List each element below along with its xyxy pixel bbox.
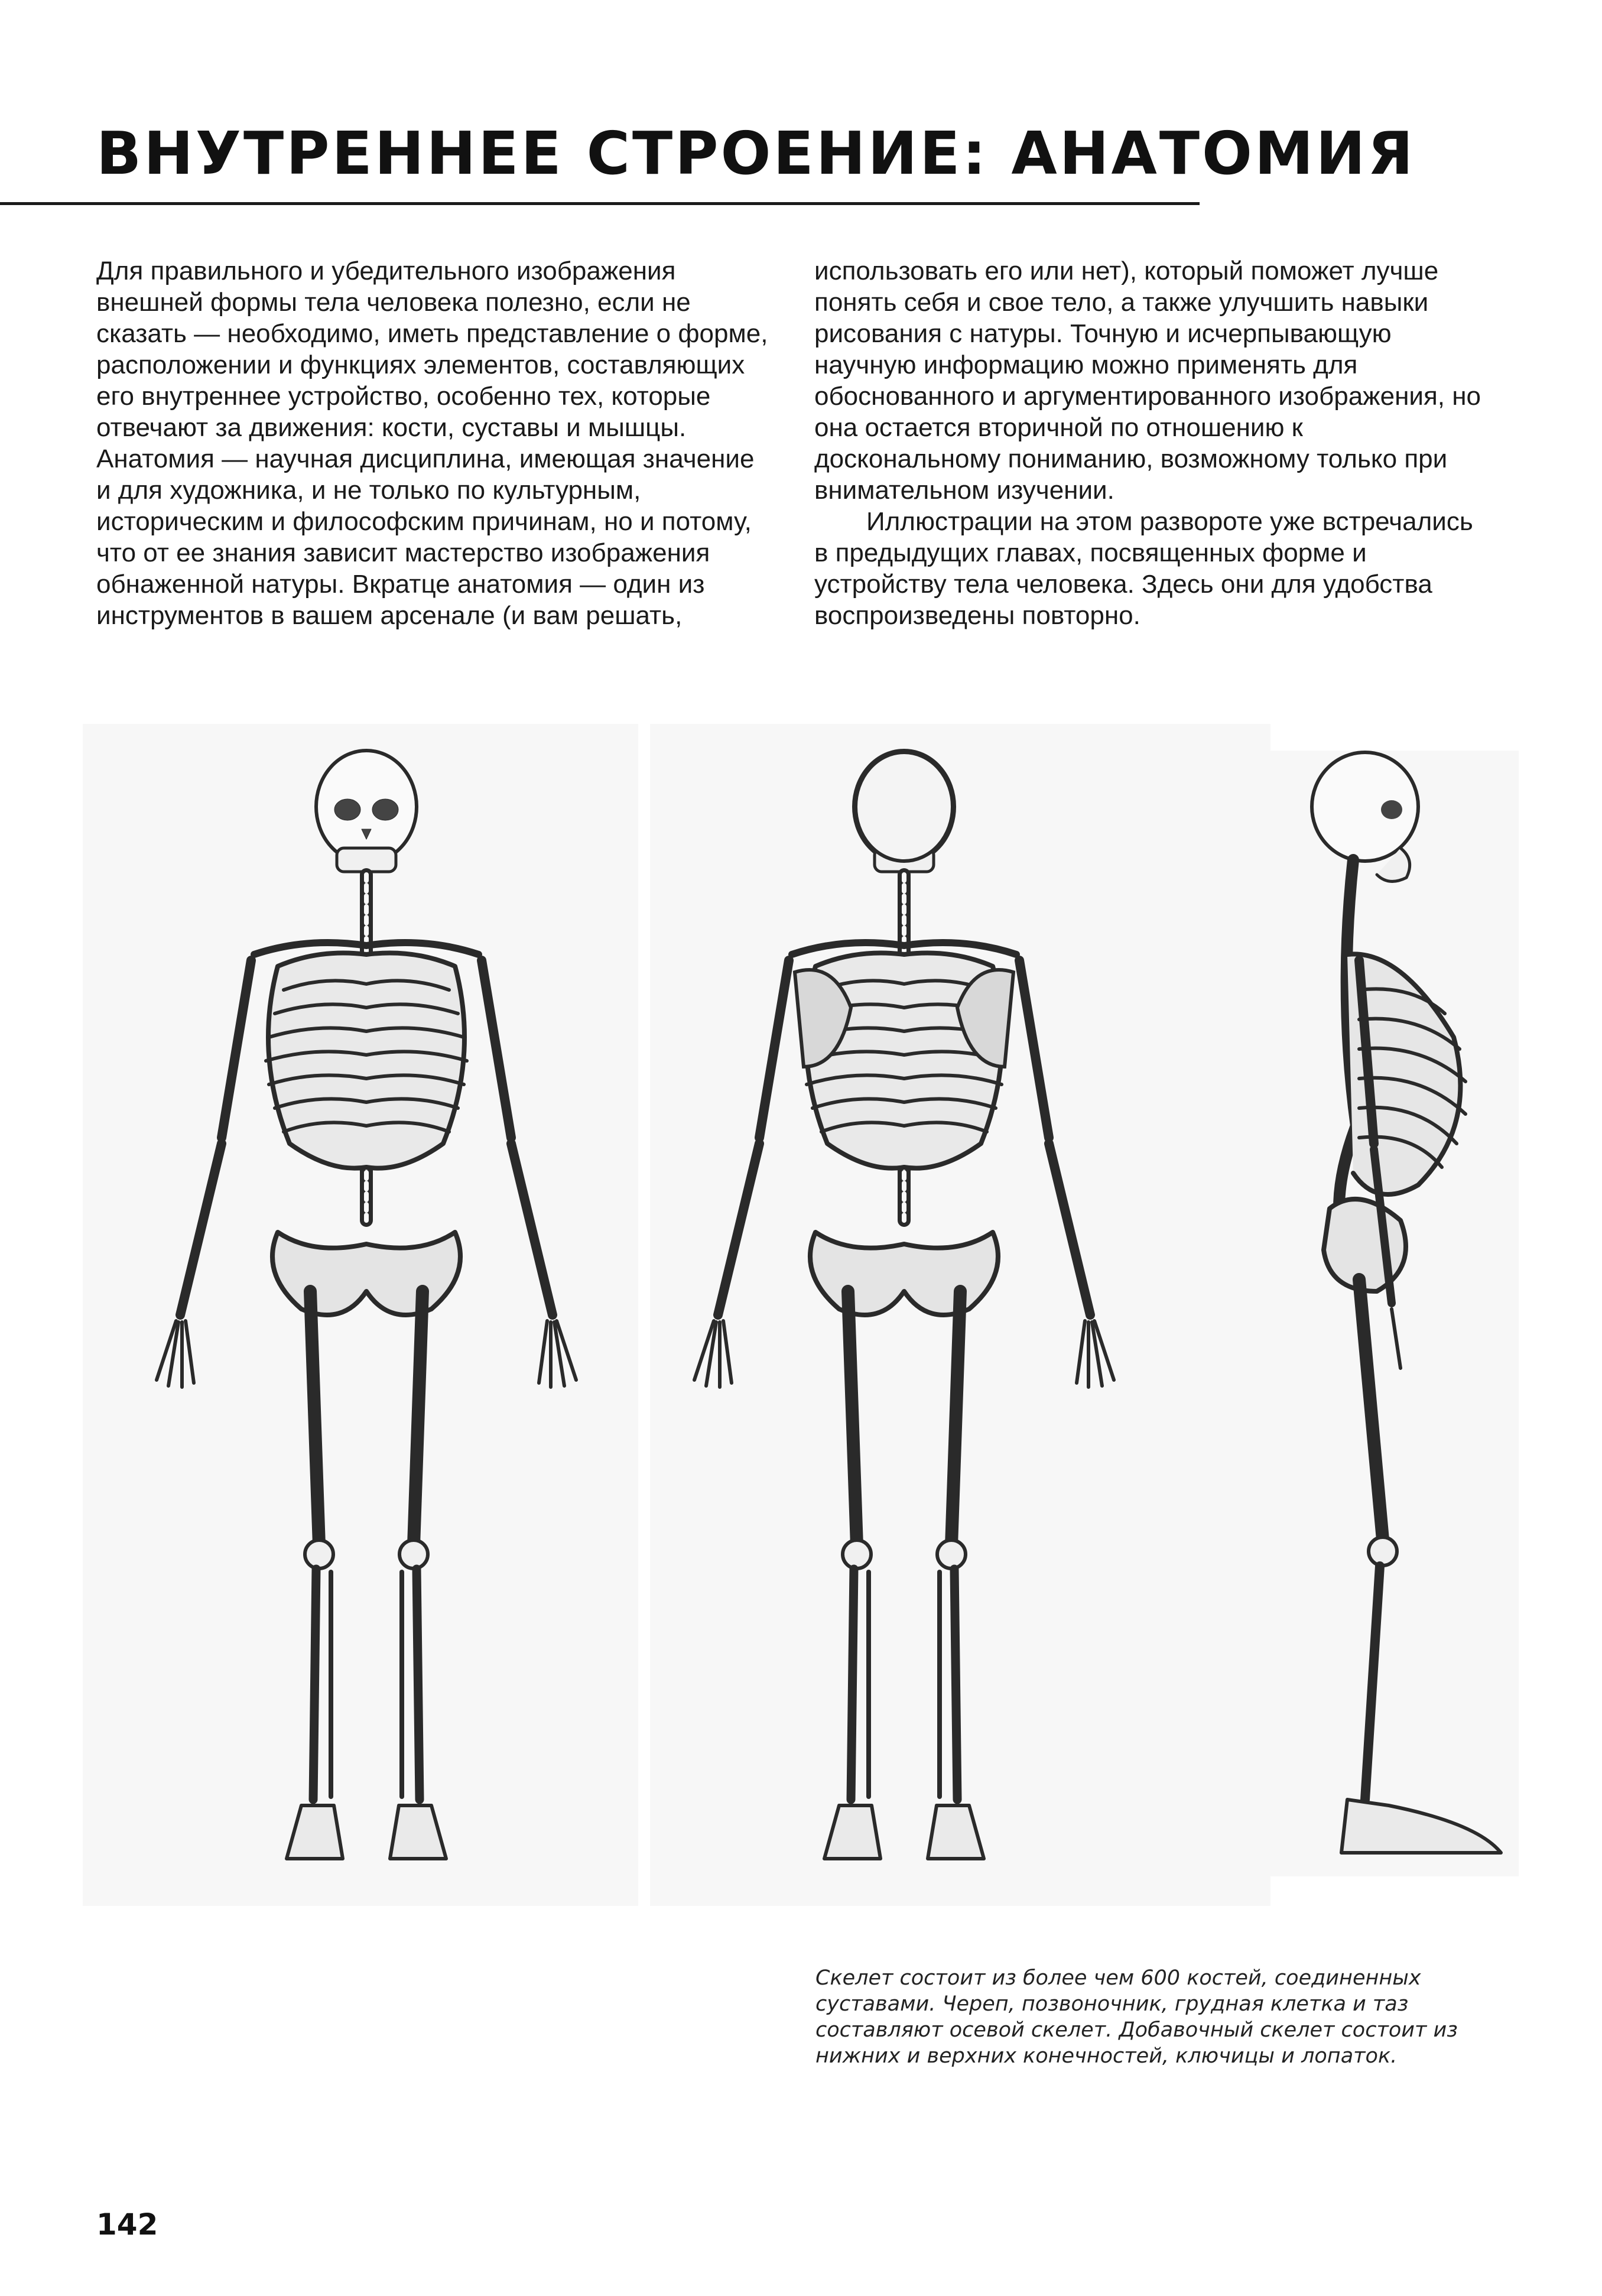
page-title: ВНУТРЕННЕЕ СТРОЕНИЕ: АНАТОМИЯ: [96, 119, 1416, 188]
figure-caption: Скелет состоит из более чем 600 костей, соединенных суставами. Череп, позвоночник, грудная клетка и таз составляют осевой скелет. Добавочный скелет состоит из нижних и верхних конечностей, ключицы и лопаток.: [815, 1966, 1458, 2068]
body-paragraph: Для правильного и убедительного изображения внешней формы тела человека полезно, если не сказать — необходимо, иметь представление о форме, расположении и функциях элементов, составляющих его внутреннее устройство, особенно тех, которые отвечают за движения: кости, суставы и мышцы. Анатомия — научная дисциплина, имеющая значение и для художника, и не только по культурным, историческим и философским причинам, но и потому, что от ее знания зависит мастерство изображения обнаженной натуры. Вкратце анатомия — один из инструментов в вашем арсенале (и вам решать,: [96, 256, 768, 630]
text-column-right: [814, 255, 1488, 631]
page-number: 142: [96, 2207, 158, 2242]
text-column-left: [96, 255, 770, 631]
body-paragraph: использовать его или нет), который поможет лучше понять себя и свое тело, а также улучшить навыки рисования с натуры. Точную и исчерпывающую научную информацию можно применять для обоснованного и аргументированного изображения, но она остается вторичной по отношению к доскональному пониманию, возможному только при внимательном изучении.: [814, 256, 1481, 505]
title-rule: [0, 202, 1200, 205]
body-paragraph: Иллюстрации на этом развороте уже встречались в предыдущих главах, посвященных форме и устройству тела человека. Здесь они для удобства воспроизведены повторно.: [814, 507, 1473, 630]
skeleton-illustration: [83, 724, 1519, 1918]
